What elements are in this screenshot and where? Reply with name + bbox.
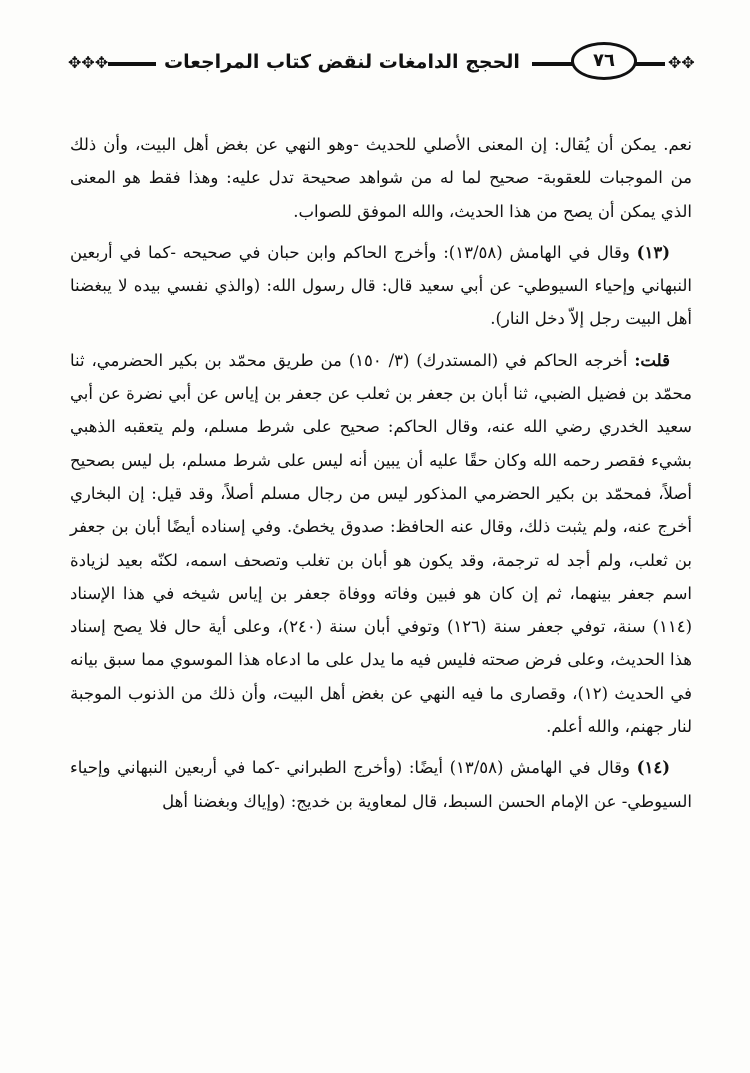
paragraph-2-text: وقال في الهامش (١٣/٥٨): وأخرج الحاكم وابن حبان في صحيحه -كما في أربعين النبهاني وإحياء السيوطي- عن أبي سعيد قال: قال رسول الله: (والذي نفسي بيده لا يبغضنا أهل البيت رجل إلاّ دخل النار). [70,242,692,329]
header-right-ornament-icon: ✥✥ [668,53,695,72]
running-title: الحجج الدامغات لنقض كتاب المراجعات [156,44,532,80]
header-left-ornament-icon: ✥✥✥ [68,53,109,72]
page-body [70,128,692,826]
paragraph-3-label: قلت: [634,350,670,370]
paragraph-3-text: أخرجه الحاكم في (المستدرك) (٣/ ١٥٠) من طريق محمّد بن بكير الحضرمي، ثنا محمّد بن فضيل الضبي، ثنا أبان بن جعفر بن ثعلب عن جعفر بن إياس عن أبي نضرة عن أبي سعيد الخدري رضي الله عنه، وقال الحاكم: صحيح على شرط مسلم، ولم يتعقبه الذهبي بشيء فقصر رحمه الله وكان حقًا عليه أن يبين أنه ليس على شرط مسلم، بل ليس بصحيح أصلاً، فمحمّد بن بكير الحضرمي المذكور ليس من رجال مسلم أصلاً، وقد قيل: إن البخاري أخرج عنه، ولم يثبت ذلك، وقال عنه الحافظ: صدوق يخطئ. وفي إسناده أيضًا أبان بن جعفر بن ثعلب، ولم أجد له ترجمة، وقد يكون هو أبان بن تغلب وتصحف اسمه، لكنّه بعيد لزيادة اسم جعفر بينهما، ثم إن كان هو فبين وفاته ووفاة جعفر بن إياس شيخه في هذا الإسناد (١١٤) سنة، توفي جعفر سنة (١٢٦) وتوفي أبان سنة (٢٤٠)، وعلى أية حال فلا يصح إسناد هذا الحديث، وعلى فرض صحته فليس فيه ما يدل على ما ادعاه هذا الموسوي مما سبق بيانه في الحديث (١٢)، وقصارى ما فيه النهي عن بغض أهل البيت، وأن ذلك من الذنوب الموجبة لنار جهنم، والله أعلم. [70,350,692,737]
page-number: ٧٦ [593,50,615,71]
paragraph-4-text: وقال في الهامش (١٣/٥٨) أيضًا: (وأخرج الطبراني -كما في أربعين النبهاني وإحياء السيوطي- عن الإمام الحسن السبط، قال لمعاوية بن خديج: (وإياك وبغضنا أهل [70,758,692,811]
header-rule-left [108,62,158,66]
page-number-frame [571,42,637,80]
paragraph-3 [70,344,692,744]
paragraph-4 [70,751,692,818]
paragraph-1-text: نعم. يمكن أن يُقال: إن المعنى الأصلي للحديث -وهو النهي عن بغض أهل البيت، وأن ذلك من الموجبات للعقوبة- صحيح لما له من شواهد صحيحة تدل عليه: وهذا فقط هو المعنى الذي يمكن أن يصح من هذا الحديث، والله الموفق للصواب. [70,135,693,221]
paragraph-1 [70,128,692,228]
paragraph-2-number: (١٣) [636,242,671,262]
paragraph-2 [70,236,692,336]
header-rule-right [635,62,665,66]
page-header [68,40,693,84]
paragraph-4-number: (١٤) [636,758,670,778]
